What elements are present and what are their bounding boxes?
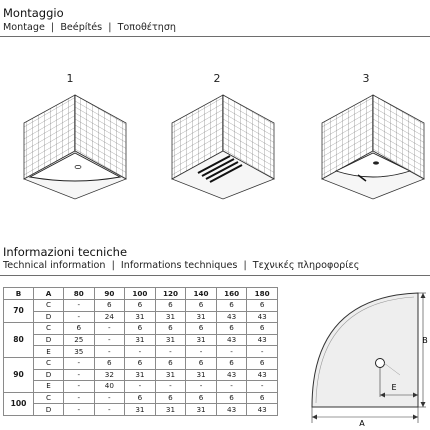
table-cell: 6: [155, 357, 186, 369]
table-cell: 31: [125, 334, 156, 346]
table-cell: -: [94, 346, 125, 358]
header-b: B: [4, 288, 34, 300]
table-row: [4, 334, 278, 346]
divider-rule: [0, 36, 430, 37]
table-cell: -: [94, 334, 125, 346]
header-80: 80: [64, 288, 95, 300]
table-cell: -: [186, 381, 217, 393]
table-cell: 6: [216, 300, 247, 312]
table-row: [4, 311, 278, 323]
table-cell: 31: [186, 369, 217, 381]
row-label-cell: C: [34, 357, 64, 369]
dimension-label-b: B: [422, 336, 428, 345]
subtitle-fr: Informations techniques: [120, 260, 238, 271]
table-cell: 31: [125, 404, 156, 416]
table-cell: 43: [247, 404, 278, 416]
table-cell: 6: [94, 300, 125, 312]
subtitle-en: Technical information: [3, 260, 106, 271]
table-cell: 31: [186, 311, 217, 323]
table-cell: -: [216, 346, 247, 358]
table-cell: 43: [247, 311, 278, 323]
table-cell: 31: [125, 369, 156, 381]
table-row: [4, 346, 278, 358]
table-cell: 43: [247, 369, 278, 381]
table-cell: 43: [216, 334, 247, 346]
table-cell: -: [216, 381, 247, 393]
header-160: 160: [216, 288, 247, 300]
table-row: [4, 369, 278, 381]
step-number-2: 2: [213, 72, 221, 85]
table-cell: -: [64, 381, 95, 393]
table-cell: 6: [186, 323, 217, 335]
table-cell: 6: [125, 300, 156, 312]
table-cell: -: [125, 381, 156, 393]
header-140: 140: [186, 288, 217, 300]
group-b-cell: 100: [4, 392, 34, 415]
table-cell: 6: [125, 323, 156, 335]
table-cell: 6: [216, 392, 247, 404]
header-120: 120: [155, 288, 186, 300]
assembly-step-2-illustration: [168, 93, 278, 201]
table-cell: 6: [216, 323, 247, 335]
corner-tray-dimension-diagram: [300, 283, 428, 428]
table-cell: 25: [64, 334, 95, 346]
section-subtitle-montaggio: Montage | Beépítés | Τοποθέτηση: [3, 22, 177, 33]
table-cell: -: [64, 357, 95, 369]
table-cell: 6: [64, 323, 95, 335]
table-cell: -: [125, 346, 156, 358]
table-cell: 31: [155, 369, 186, 381]
table-cell: -: [94, 392, 125, 404]
table-cell: -: [94, 404, 125, 416]
subtitle-el: Τοποθέτηση: [117, 22, 177, 33]
table-cell: -: [64, 300, 95, 312]
row-label-cell: D: [34, 334, 64, 346]
table-cell: 35: [64, 346, 95, 358]
table-cell: 31: [155, 311, 186, 323]
header-90: 90: [94, 288, 125, 300]
table-cell: 31: [186, 404, 217, 416]
table-header-row: [4, 288, 278, 300]
table-cell: 6: [125, 357, 156, 369]
table-cell: -: [64, 369, 95, 381]
table-cell: 6: [247, 323, 278, 335]
row-label-cell: E: [34, 346, 64, 358]
assembly-step-3-illustration: [318, 93, 428, 201]
table-cell: 6: [186, 300, 217, 312]
table-cell: -: [247, 381, 278, 393]
table-cell: 6: [186, 357, 217, 369]
table-row: [4, 300, 278, 312]
table-cell: -: [155, 381, 186, 393]
table-row: [4, 357, 278, 369]
table-cell: -: [94, 323, 125, 335]
subtitle-en: Montage: [3, 22, 45, 33]
table-row: [4, 323, 278, 335]
table-cell: 43: [216, 311, 247, 323]
table-cell: -: [247, 346, 278, 358]
row-label-cell: C: [34, 392, 64, 404]
table-cell: 31: [155, 404, 186, 416]
table-cell: 6: [247, 300, 278, 312]
assembly-step-1-illustration: [20, 93, 130, 201]
subtitle-hu: Beépítés: [60, 22, 103, 33]
row-label-cell: C: [34, 300, 64, 312]
subtitle-el: Τεχνικές πληροφορίες: [252, 260, 360, 271]
table-cell: 6: [125, 392, 156, 404]
table-cell: 6: [155, 300, 186, 312]
dimensions-table: [3, 287, 278, 416]
table-cell: 6: [186, 392, 217, 404]
table-cell: 40: [94, 381, 125, 393]
row-label-cell: D: [34, 369, 64, 381]
table-cell: 43: [247, 334, 278, 346]
table-cell: -: [186, 346, 217, 358]
step-number-1: 1: [66, 72, 74, 85]
row-label-cell: E: [34, 381, 64, 393]
table-row: [4, 404, 278, 416]
table-cell: 31: [125, 311, 156, 323]
table-cell: 6: [247, 357, 278, 369]
section-subtitle-tech-info: Technical information | Informations techniques | Τεχνικές πληροφορίες: [3, 260, 360, 271]
table-cell: 6: [155, 392, 186, 404]
table-cell: 6: [247, 392, 278, 404]
table-cell: 31: [186, 334, 217, 346]
table-row: [4, 392, 278, 404]
row-label-cell: D: [34, 404, 64, 416]
table-cell: 6: [155, 323, 186, 335]
group-b-cell: 80: [4, 323, 34, 358]
table-body: [4, 300, 278, 416]
section-title-montaggio: Montaggio: [3, 6, 64, 20]
table-cell: -: [155, 346, 186, 358]
table-cell: -: [64, 404, 95, 416]
table-cell: 43: [216, 404, 247, 416]
divider-rule: [0, 275, 430, 276]
table-cell: 43: [216, 369, 247, 381]
dimension-label-e: E: [391, 383, 397, 392]
dimension-label-a: A: [359, 419, 365, 428]
table-row: [4, 381, 278, 393]
header-100: 100: [125, 288, 156, 300]
table-cell: 31: [155, 334, 186, 346]
row-label-cell: D: [34, 311, 64, 323]
step-number-3: 3: [362, 72, 370, 85]
table-cell: -: [64, 392, 95, 404]
header-180: 180: [247, 288, 278, 300]
group-b-cell: 70: [4, 300, 34, 323]
table-cell: -: [64, 311, 95, 323]
section-title-tech-info: Informazioni tecniche: [3, 245, 128, 259]
header-a: A: [34, 288, 64, 300]
table-cell: 6: [216, 357, 247, 369]
table-cell: 6: [94, 357, 125, 369]
row-label-cell: C: [34, 323, 64, 335]
group-b-cell: 90: [4, 357, 34, 392]
table-cell: 24: [94, 311, 125, 323]
table-cell: 32: [94, 369, 125, 381]
